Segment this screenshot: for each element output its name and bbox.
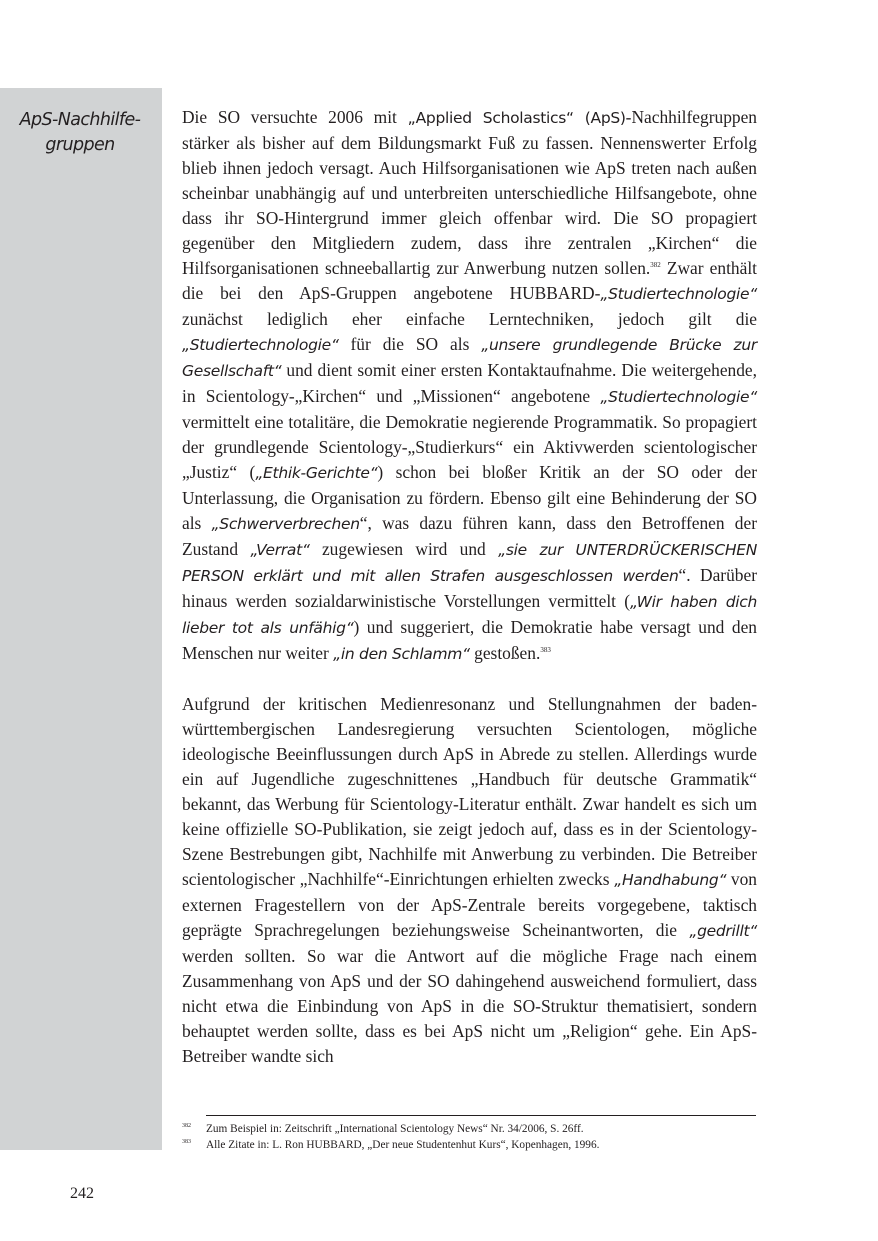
margin-sidebar [0, 88, 162, 1150]
text-run: zugewiesen wird und [309, 539, 499, 559]
text-run: Aufgrund der kritischen Medienresonanz und Stellungnahmen der baden-württembergischen Landesregierung versuchten Scientologen, mögliche ideologische Beeinflussungen durch ApS in Abrede zu stellen. Allerdings wurde ein auf Jugendliche zugeschnittenes „Handbuch für deutsche Grammatik“ bekannt, das Werbung für Scientology-Literatur enthält. Zwar handelt es sich um keine offizielle SO-Publikation, sie zeigt jedoch auf, dass es in der Scientology-Szene Bestrebungen gibt, Nachhilfe mit Anwerbung zu verbinden. Die Betreiber scientologischer „Nachhilfe“-Einrichtungen erhielten zwecks [182, 694, 757, 889]
text-run: von externen Fragestellern von der ApS-Zentrale bereits vorgegebene, taktisch geprägte Sprachregelungen beziehungsweise Scheinantworten, die [182, 869, 758, 940]
footnote-ref: 383 [540, 646, 551, 654]
text-run: gestoßen. [469, 643, 541, 663]
paragraph-2 [182, 692, 757, 1069]
footnote-text: Alle Zitate in: L. Ron HUBBARD, „Der neue Studentenhut Kurs“, Kopenhagen, 1996. [206, 1139, 600, 1151]
italic-quote: „Studiertechnologie“ [600, 388, 757, 406]
body-text [182, 105, 757, 1069]
italic-quote: „Studiertechnologie“ [182, 336, 339, 354]
italic-quote: „Verrat“ [250, 541, 310, 559]
text-run: “, was dazu führen kann, dass den Betroffenen der Zustand [182, 513, 757, 559]
italic-quote: „unsere grundlegende Brücke zur Gesellschaft“ [182, 336, 757, 380]
footnote-divider [206, 1115, 756, 1116]
italic-quote: „Handhabung“ [614, 871, 727, 889]
footnote-number: 382 [182, 1123, 191, 1129]
footnote-383 [182, 1137, 757, 1153]
italic-quote: „Ethik-Gerichte“ [255, 464, 378, 482]
italic-quote: „gedrillt“ [689, 922, 757, 940]
italic-quote: „sie zur UNTERDRÜCKERISCHEN PERSON erklärt und mit allen Strafen ausgeschlossen werden [182, 541, 758, 585]
text-run: und dient somit einer ersten Kontaktaufnahme. Die weitergehende, in Scientology-„Kirchen“ und „Missionen“ angebotene [182, 360, 757, 406]
footnotes [182, 1121, 757, 1153]
page-number: 242 [70, 1185, 94, 1202]
footnote-text: Zum Beispiel in: Zeitschrift „International Scientology News“ Nr. 34/2006, S. 26ff. [206, 1123, 584, 1135]
highlighted-term: „Applied Scholastics“ (ApS) [407, 109, 626, 127]
text-run: “. Darüber hinaus werden sozialdarwinistische Vorstellungen vermittelt ( [182, 565, 757, 611]
text-run: für die SO als [338, 334, 482, 354]
footnote-ref: 382 [650, 261, 661, 269]
italic-quote: „Wir haben dich lieber tot als unfähig“ [182, 593, 757, 637]
footnote-number: 383 [182, 1139, 191, 1145]
text-run: -Nachhilfegruppen stärker als bisher auf dem Bildungsmarkt Fuß zu fassen. Nennenswerter Erfolg blieb ihnen jedoch versagt. Auch Hilfsorganisationen wie ApS treten nach außen scheinbar unabhängig auf und unterbreiten unterschiedliche Hilfsangebote, ohne dass ihr SO-Hintergrund immer gleich offenbar wird. Die SO propagiert gegenüber den Mitgliedern zudem, dass ihre zentralen „Kirchen“ die Hilfsorganisationen schneeballartig zur Anwerbung nutzen sollen. [182, 107, 757, 278]
italic-quote: „in den Schlamm“ [333, 645, 470, 663]
text-run: Die SO versuchte 2006 mit [182, 107, 408, 127]
text-run: zunächst lediglich eher einfache Lerntechniken, jedoch gilt die [182, 309, 757, 329]
margin-heading [4, 108, 156, 158]
text-run: werden sollten. So war die Antwort auf die mögliche Frage nach einem Zusammenhang von ApS und der SO dahingehend ausweichend formuliert, dass nicht etwa die Einbindung von ApS in die SO-Struktur thematisiert, sondern behauptet werden sollte, dass es bei ApS nicht um „Religion“ gehe. Ein ApS-Betreiber wandte sich [182, 946, 757, 1066]
paragraph-1 [182, 105, 757, 667]
margin-heading-line1: ApS-Nachhilfe- [19, 110, 141, 130]
italic-quote: „Studiertechnologie“ [600, 285, 757, 303]
text-run: ) schon bei bloßer Kritik an der SO oder der Unterlassung, die Organisation zu fördern. Ebenso gilt eine Behinderung der SO als [182, 462, 757, 533]
text-run: vermittelt eine totalitäre, die Demokratie negierende Programmatik. So propagiert der grundlegende Scientology-„Studierkurs“ ein Aktivwerden scientologischer „Justiz“ ( [182, 412, 757, 482]
footnote-382 [182, 1121, 757, 1137]
margin-heading-line2: gruppen [45, 135, 115, 155]
text-run: ) und suggeriert, die Demokratie habe versagt und den Menschen nur weiter [182, 617, 757, 663]
text-run: Zwar enthält die bei den ApS-Gruppen angebotene HUBBARD- [182, 258, 757, 303]
italic-quote: „Schwerverbrechen [211, 515, 360, 533]
